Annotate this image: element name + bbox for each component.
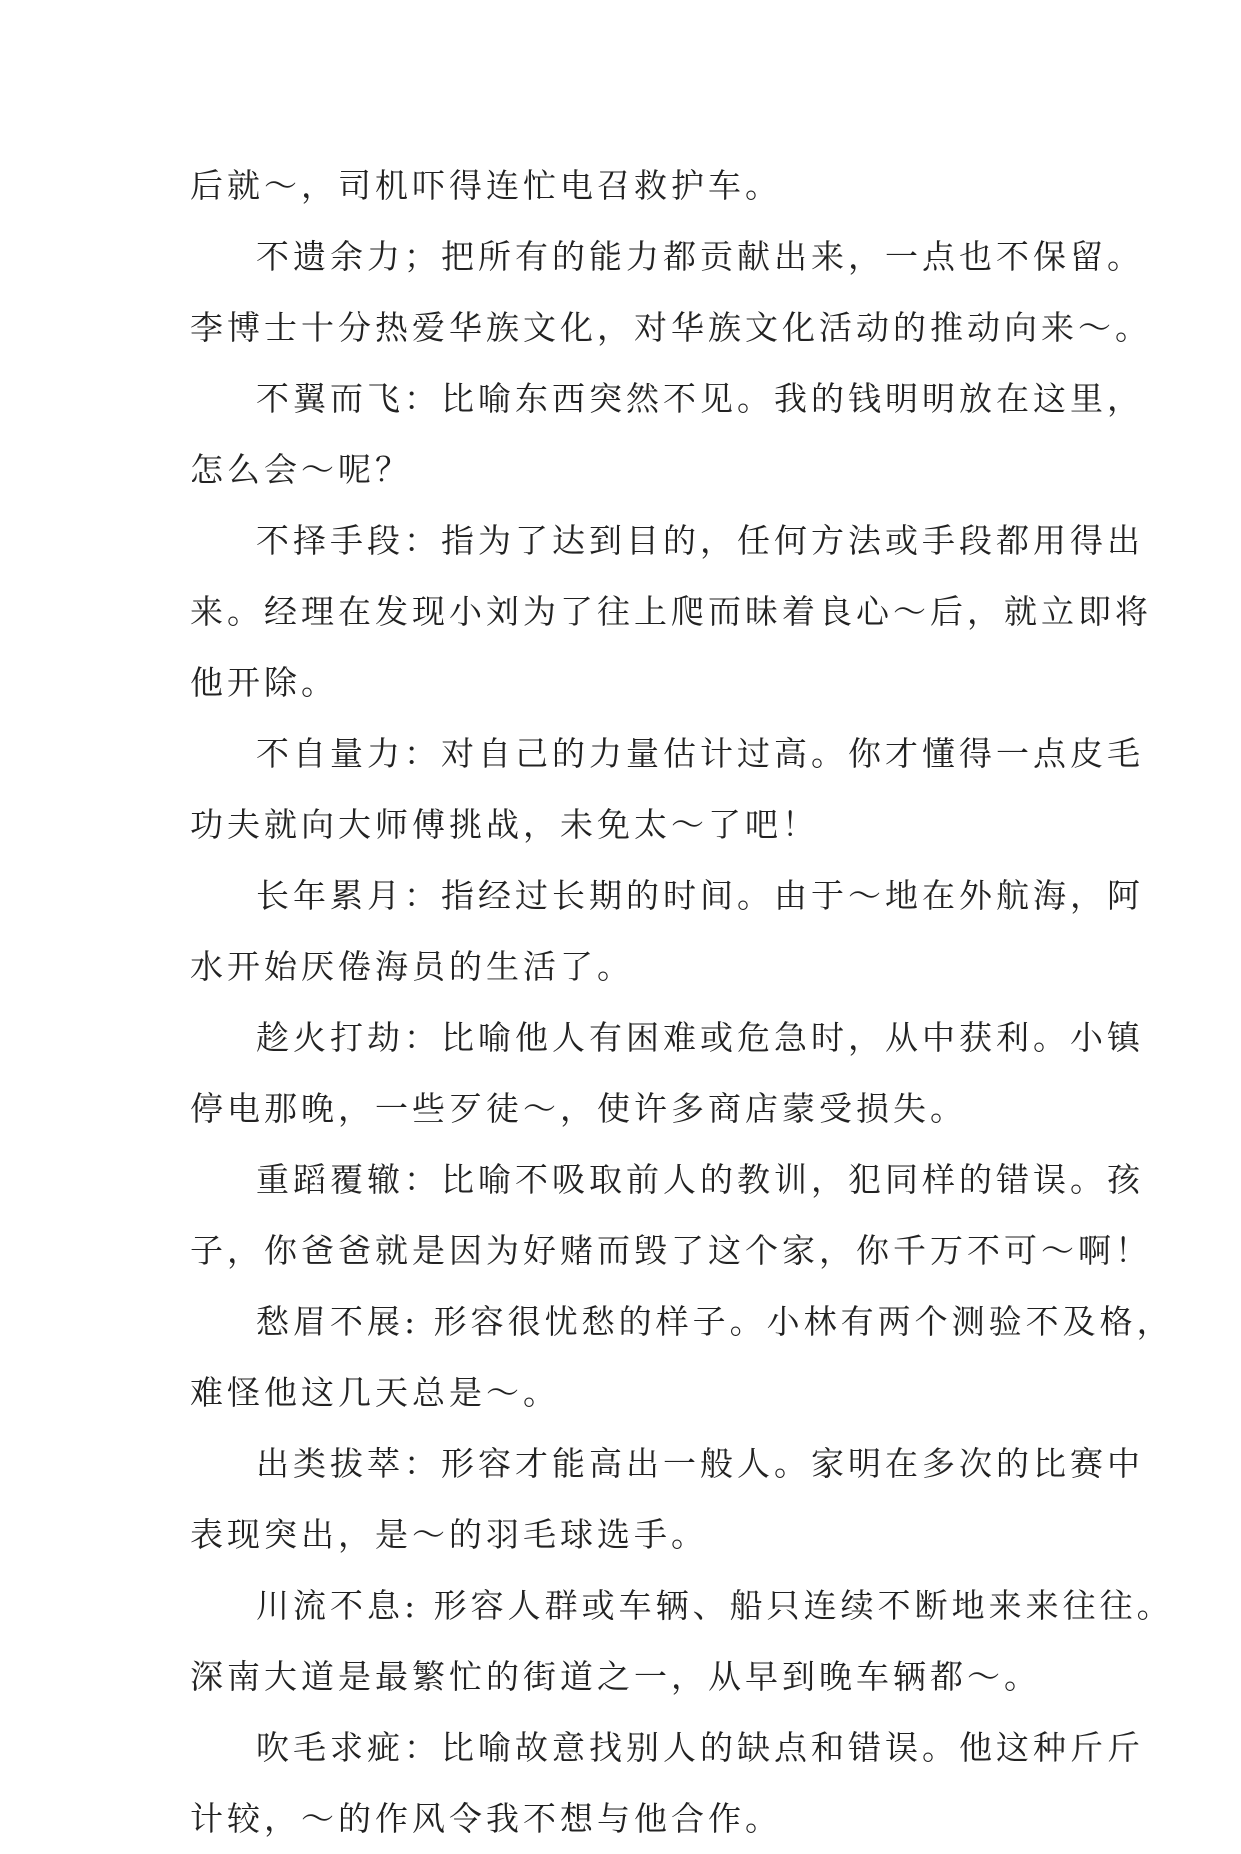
text-line: 不择手段：指为了达到目的，任何方法或手段都用得出 — [256, 521, 1144, 560]
text-line: 不遗余力；把所有的能力都贡献出来，一点也不保留。 — [256, 237, 1144, 276]
text-line: 趁火打劫：比喻他人有困难或危急时，从中获利。小镇 — [256, 1018, 1144, 1057]
text-line: 功夫就向大师傅挑战，未免太～了吧！ — [190, 805, 819, 844]
text-line: 后就～，司机吓得连忙电召救护车。 — [190, 166, 782, 205]
text-line: 子，你爸爸就是因为好赌而毁了这个家，你千万不可～啊！ — [190, 1231, 1152, 1270]
text-line: 他开除。 — [190, 663, 338, 702]
text-line: 停电那晚，一些歹徒～，使许多商店蒙受损失。 — [190, 1089, 967, 1128]
text-line: 难怪他这几天总是～。 — [190, 1373, 560, 1412]
text-line: 来。经理在发现小刘为了往上爬而昧着良心～后，就立即将 — [190, 592, 1152, 631]
text-line: 表现突出，是～的羽毛球选手。 — [190, 1515, 708, 1554]
text-line: 吹毛求疵：比喻故意找别人的缺点和错误。他这种斤斤 — [256, 1728, 1144, 1767]
document-body — [190, 150, 1174, 1854]
text-line: 不翼而飞：比喻东西突然不见。我的钱明明放在这里， — [256, 379, 1144, 418]
text-line: 计较，～的作风令我不想与他合作。 — [190, 1799, 782, 1838]
text-line: 出类拔萃：形容才能高出一般人。家明在多次的比赛中 — [256, 1444, 1144, 1483]
text-line: 重蹈覆辙：比喻不吸取前人的教训，犯同样的错误。孩 — [256, 1160, 1144, 1199]
text-line: 不自量力：对自己的力量估计过高。你才懂得一点皮毛 — [256, 734, 1144, 773]
text-line: 愁眉不展: 形容很忧愁的样子。小林有两个测验不及格， — [256, 1302, 1174, 1341]
text-line: 长年累月：指经过长期的时间。由于～地在外航海，阿 — [256, 876, 1144, 915]
text-line: 水开始厌倦海员的生活了。 — [190, 947, 634, 986]
text-line: 川流不息: 形容人群或车辆、船只连续不断地来来往往。 — [256, 1586, 1174, 1625]
text-line: 怎么会～呢？ — [190, 450, 412, 489]
text-line: 深南大道是最繁忙的街道之一，从早到晚车辆都～。 — [190, 1657, 1041, 1696]
text-line: 李博士十分热爱华族文化，对华族文化活动的推动向来～。 — [190, 308, 1152, 347]
